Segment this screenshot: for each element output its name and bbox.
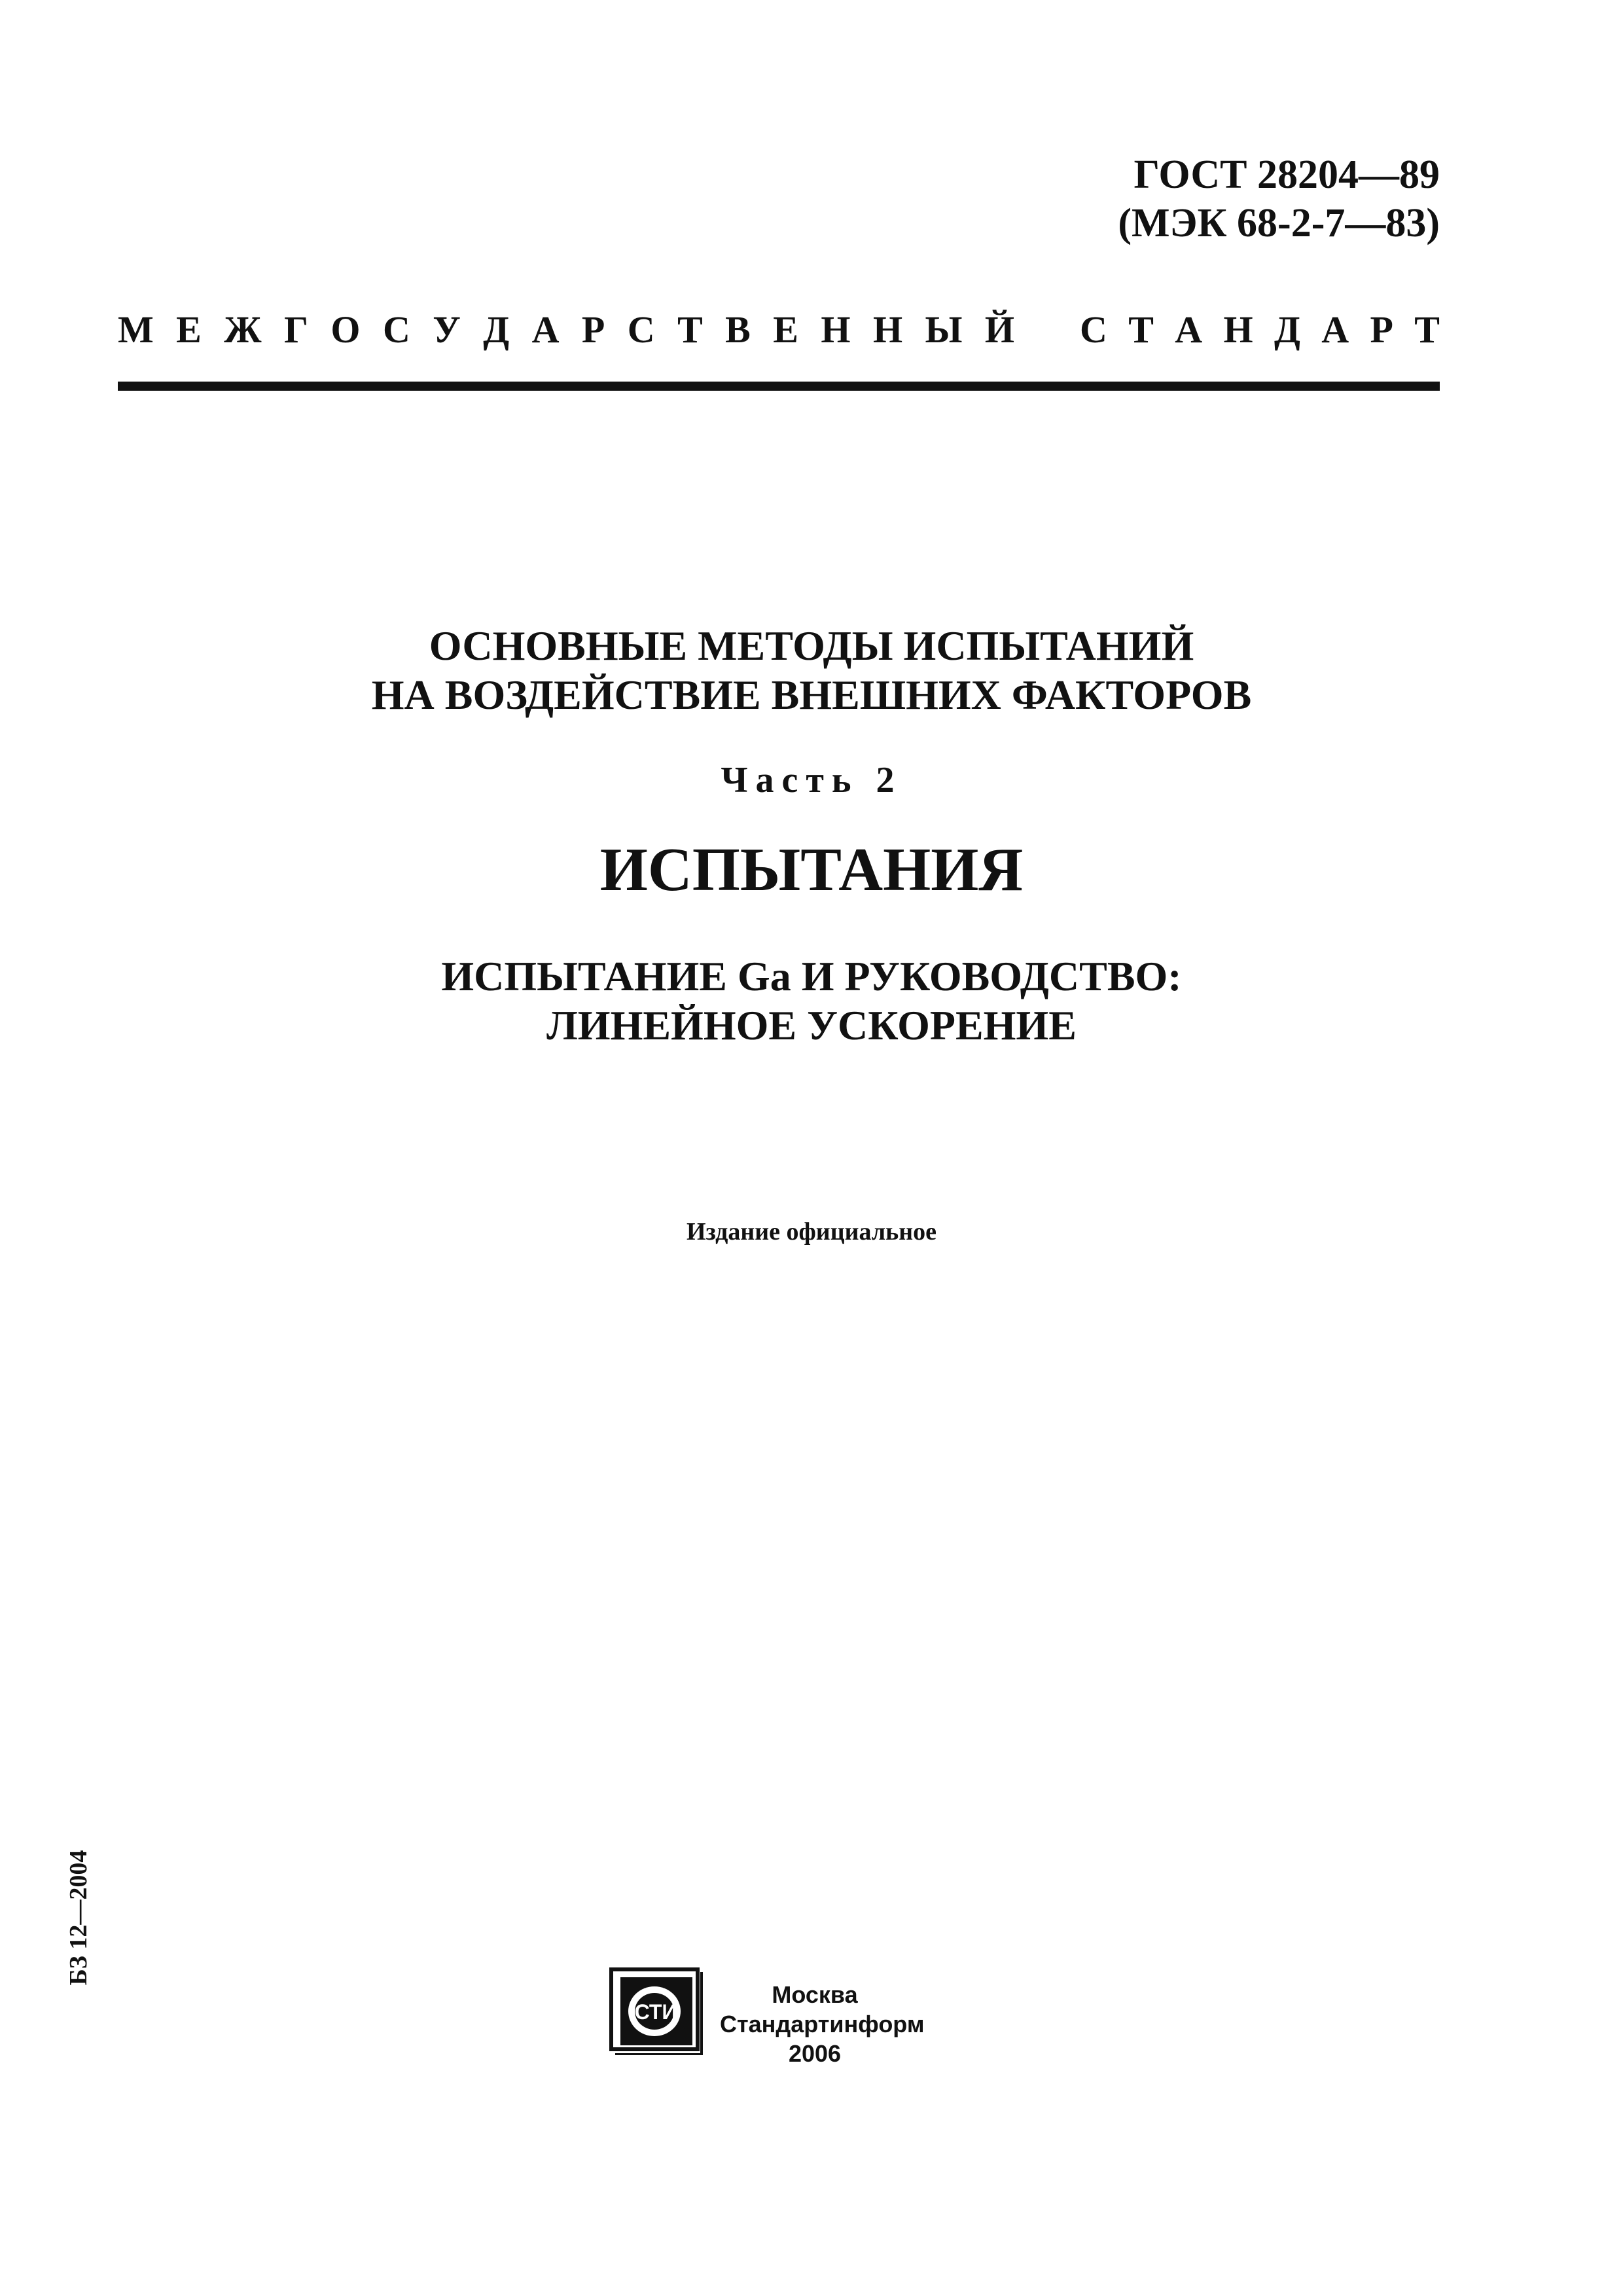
interstate-letter: О xyxy=(330,308,361,351)
interstate-word xyxy=(118,308,1014,351)
publisher-block xyxy=(720,1980,925,2068)
interstate-standard-label xyxy=(118,308,1440,351)
publisher-year: 2006 xyxy=(788,2040,842,2067)
standard-letter: Д xyxy=(1274,308,1300,351)
interstate-letter: Ы xyxy=(925,308,963,351)
standartinform-logo-icon xyxy=(609,1967,704,2055)
title-line-1: ОСНОВНЫЕ МЕТОДЫ ИСПЫТАНИЙ xyxy=(429,622,1194,669)
interstate-letter: Е xyxy=(773,308,798,351)
standard-letter: Т xyxy=(1128,308,1154,351)
interstate-letter: А xyxy=(531,308,560,351)
interstate-letter: В xyxy=(725,308,751,351)
header-rule xyxy=(118,382,1440,391)
subtitle-line-2: ЛИНЕЙНОЕ УСКОРЕНИЕ xyxy=(546,1001,1077,1049)
subtitle-line-1: ИСПЫТАНИЕ Ga И РУКОВОДСТВО: xyxy=(441,953,1182,999)
interstate-letter: Р xyxy=(581,308,605,351)
interstate-letter: Ж xyxy=(224,308,262,351)
section-heading: ИСПЫТАНИЯ xyxy=(599,836,1024,904)
logo-graphic xyxy=(609,1967,704,2055)
edition-label: Издание официальное xyxy=(686,1218,936,1246)
logo-text: СТИ xyxy=(634,2000,677,2024)
standard-letter: С xyxy=(1080,308,1107,351)
interstate-letter: Д xyxy=(483,308,510,351)
standard-letter: А xyxy=(1321,308,1349,351)
interstate-letter: Н xyxy=(872,308,903,351)
publisher-name: Стандартинформ xyxy=(720,2011,925,2037)
interstate-letter: У xyxy=(433,308,461,351)
iec-number: (МЭК 68-2-7—83) xyxy=(1118,201,1440,246)
document-subtitle xyxy=(0,952,1623,1050)
standard-letter: Р xyxy=(1370,308,1393,351)
side-code: БЗ 12—2004 xyxy=(65,1850,92,1986)
interstate-letter: С xyxy=(382,308,410,351)
standard-designation xyxy=(1118,151,1440,248)
title-line-2: НА ВОЗДЕЙСТВИЕ ВНЕШНИХ ФАКТОРОВ xyxy=(371,671,1252,718)
interstate-letter: Г xyxy=(284,308,308,351)
interstate-letter: Е xyxy=(176,308,202,351)
gost-number: ГОСТ 28204—89 xyxy=(1133,152,1440,197)
document-title xyxy=(0,622,1623,720)
interstate-letter: Й xyxy=(984,308,1014,351)
standard-letter: Н xyxy=(1223,308,1253,351)
standard-letter: Т xyxy=(1414,308,1440,351)
standard-word xyxy=(1080,308,1440,351)
interstate-letter: М xyxy=(118,308,154,351)
interstate-letter: Н xyxy=(821,308,851,351)
part-label: Часть 2 xyxy=(721,760,902,800)
standard-letter: А xyxy=(1175,308,1203,351)
interstate-letter: С xyxy=(627,308,655,351)
interstate-letter: Т xyxy=(677,308,703,351)
publisher-city: Москва xyxy=(772,1981,858,2008)
